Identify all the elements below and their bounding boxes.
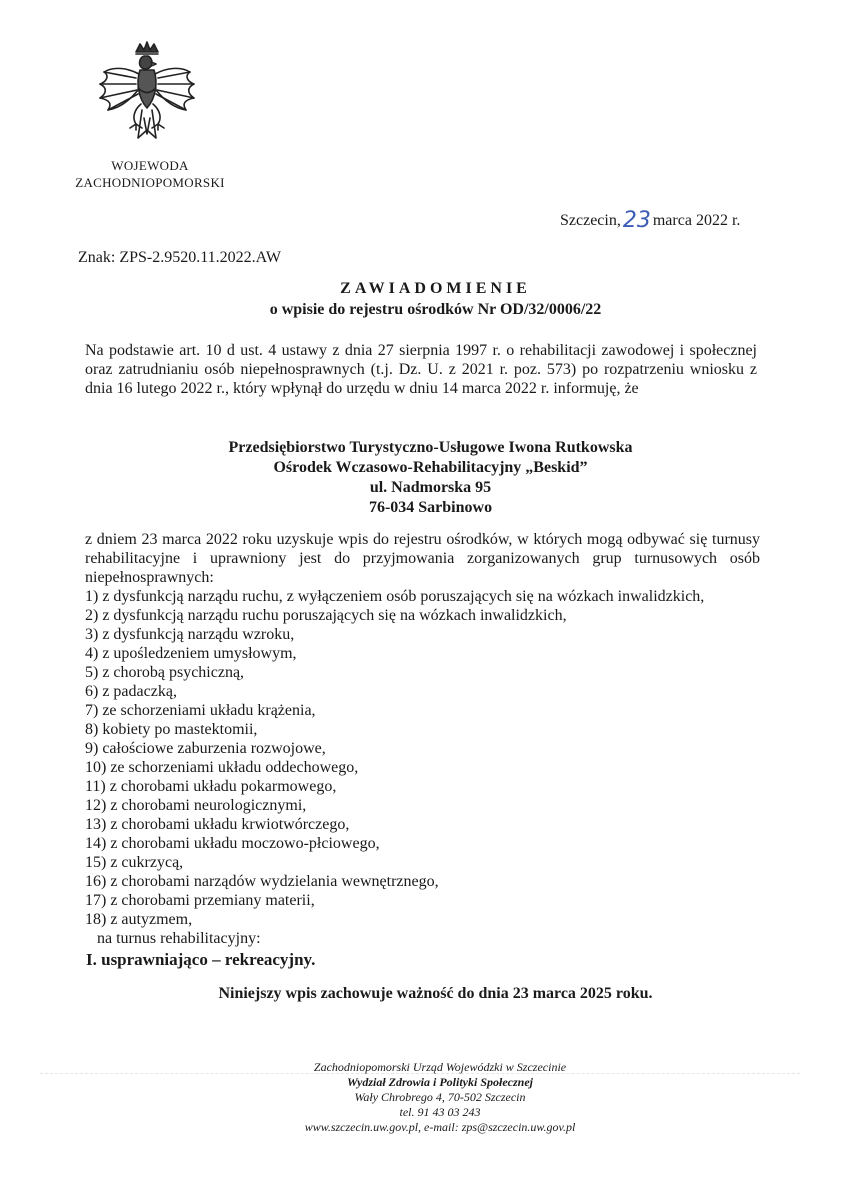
list-item: 9) całościowe zaburzenia rozwojowe, [85, 740, 326, 757]
document-title: ZAWIADOMIENIE [340, 280, 531, 297]
list-item: 1) z dysfunkcją narządu ruchu, z wyłączeniem osób poruszających się na wózkach inwalidzkich, [85, 588, 705, 605]
disability-groups-list [85, 587, 704, 929]
document-date [560, 206, 740, 231]
entity-city: 76-034 Sarbinowo [368, 499, 493, 516]
list-item: 10) ze schorzeniami układu oddechowego, [85, 759, 359, 776]
authority-line-1: WOJEWODA [111, 158, 189, 173]
list-item: 8) kobiety po mastektomii, [85, 721, 258, 738]
reference-number [78, 249, 281, 267]
footer-phone: tel. 91 43 03 243 [399, 1105, 481, 1119]
entity-street: ul. Nadmorska 95 [369, 479, 492, 496]
list-item: 18) z autyzmem, [85, 911, 193, 928]
date-month-year: marca 2022 r. [652, 212, 741, 229]
turnus-type: I. usprawniająco – rekreacyjny. [86, 950, 316, 969]
footer-department: Wydział Zdrowia i Polityki Społecznej [347, 1075, 533, 1089]
list-item: 3) z dysfunkcją narządu wzroku, [85, 626, 295, 643]
list-item: 5) z chorobą psychiczną, [85, 664, 245, 681]
issuing-authority [60, 157, 240, 191]
footer [290, 1060, 590, 1135]
list-item: 16) z chorobami narządów wydzielania wewnętrznego, [85, 873, 439, 890]
footer-office: Zachodniopomorski Urząd Wojewódzki w Szczecinie [313, 1060, 567, 1074]
validity-statement: Niniejszy wpis zachowuje ważność do dnia 23 marca 2025 roku. [218, 985, 653, 1002]
date-day-handwritten: 23 [622, 208, 651, 233]
list-item: 12) z chorobami neurologicznymi, [85, 797, 307, 814]
document-subtitle: o wpisie do rejestru ośrodków Nr OD/32/0006/22 [269, 301, 602, 318]
list-item: 2) z dysfunkcją narządu ruchu poruszających się na wózkach inwalidzkich, [85, 607, 567, 624]
list-item: 4) z upośledzeniem umysłowym, [85, 645, 297, 662]
list-item: 7) ze schorzeniami układu krążenia, [85, 702, 316, 719]
list-item: 17) z chorobami przemiany materii, [85, 892, 315, 909]
list-item: 14) z chorobami układu moczowo-płciowego, [85, 835, 380, 852]
date-place: Szczecin, [560, 212, 621, 229]
white-eagle-emblem-icon [92, 38, 202, 158]
reference-label: Znak: [78, 249, 116, 266]
reference-value: ZPS-2.9520.11.2022.AW [119, 249, 282, 266]
footer-address: Wały Chrobrego 4, 70-502 Szczecin [354, 1090, 526, 1104]
intro-paragraph: Na podstawie art. 10 d ust. 4 ustawy z dnia 27 sierpnia 1997 r. o rehabilitacji zawodowej i społecznej oraz zatrudnianiu osób niepełnosprawnych (t.j. Dz. U. z 2021 r. poz. 573) po rozpatrzeniu wniosku z dnia 16 lutego 2022 r., który wpłynął do urzędu w dniu 14 marca 2022 r. informuję, że [85, 342, 757, 397]
entity-facility: Ośrodek Wczasowo-Rehabilitacyjny „Beskid” [273, 459, 588, 476]
turnus-label: na turnus rehabilitacyjny: [97, 930, 261, 947]
authority-line-2: ZACHODNIOPOMORSKI [75, 175, 225, 190]
entity-block [0, 438, 841, 518]
entity-name: Przedsiębiorstwo Turystyczno-Usługowe Iwona Rutkowska [228, 439, 633, 456]
list-item: 11) z chorobami układu pokarmowego, [85, 778, 337, 795]
list-item: 15) z cukrzycą, [85, 854, 184, 871]
footer-web: www.szczecin.uw.gov.pl, e-mail: zps@szczecin.uw.gov.pl [304, 1120, 576, 1134]
list-item: 6) z padaczką, [85, 683, 177, 700]
list-item: 13) z chorobami układu krwiotwórczego, [85, 816, 350, 833]
body-paragraph: z dniem 23 marca 2022 roku uzyskuje wpis do rejestru ośrodków, w których mogą odbywać się turnusy rehabilitacyjne i uprawniony jest do przyjmowania zorganizowanych grup turnusowych osób niepełnosprawnych: [85, 531, 760, 586]
